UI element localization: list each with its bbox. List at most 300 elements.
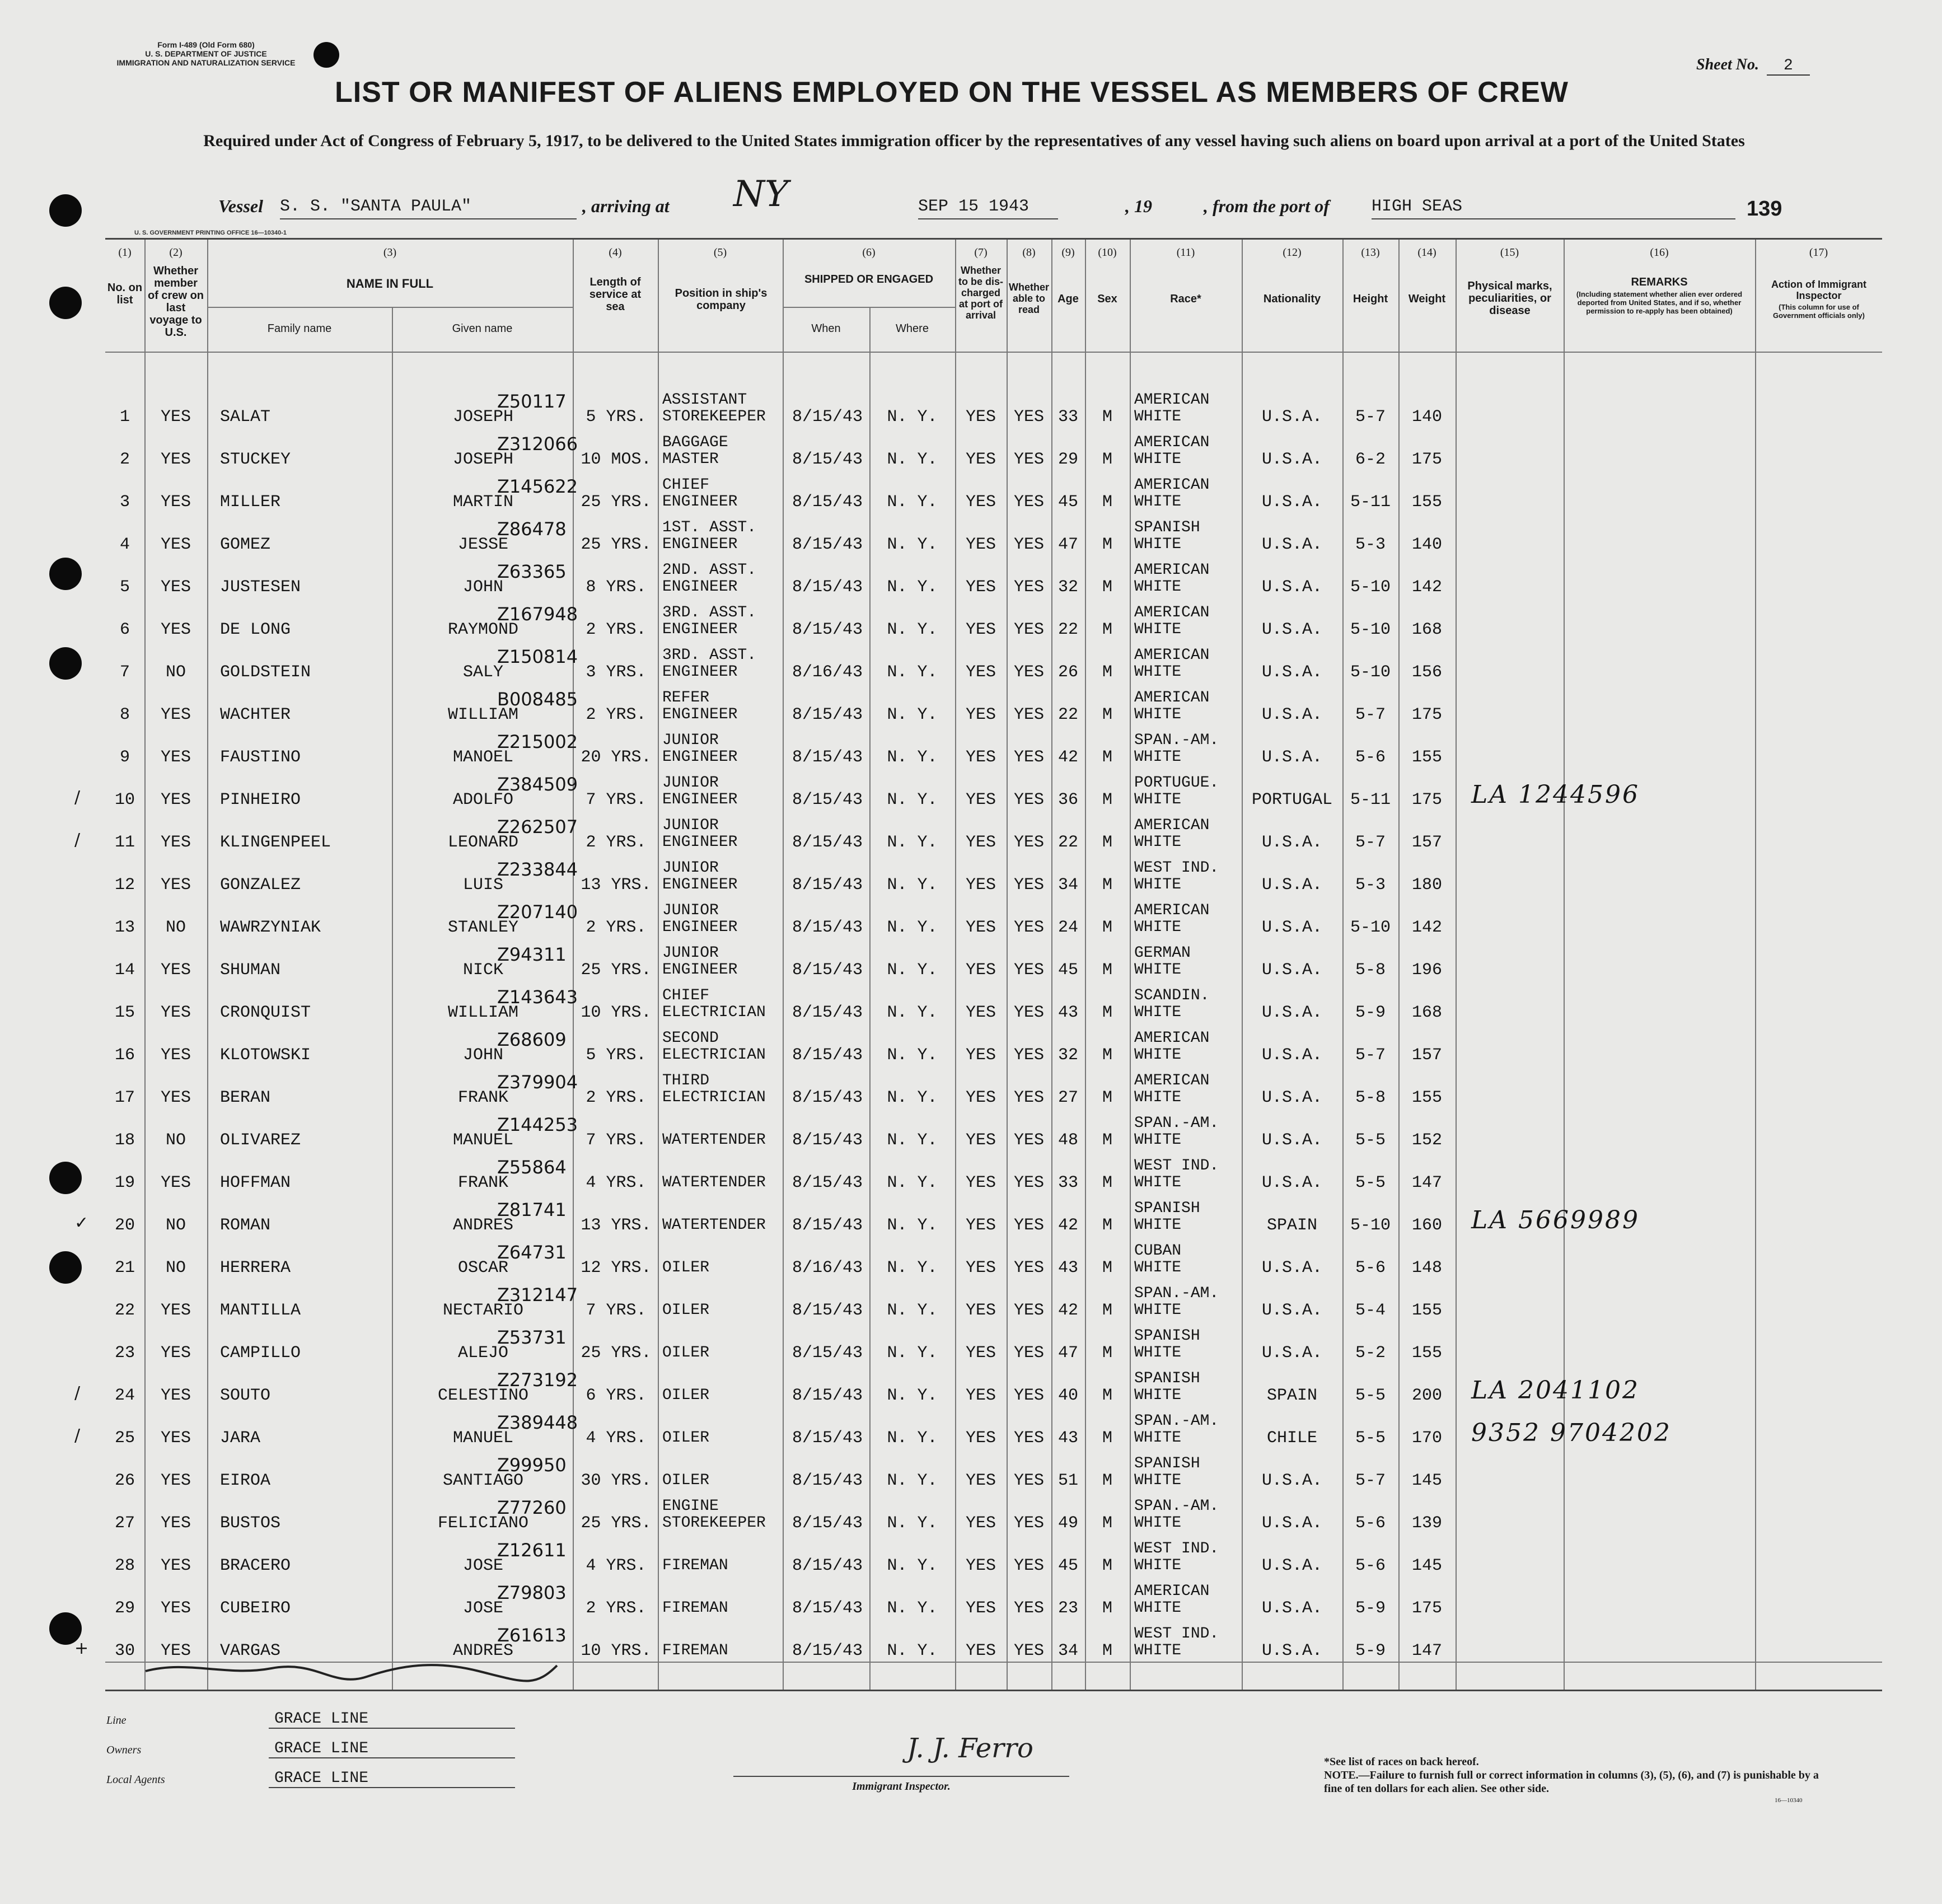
cell-when: 8/15/43 — [792, 408, 863, 427]
cell-weight: 155 — [1411, 493, 1442, 512]
cell-disch: YES — [965, 1514, 996, 1533]
cell-member: YES — [160, 535, 191, 554]
cell-where: N. Y. — [887, 1046, 938, 1065]
agents-label: Local Agents — [106, 1774, 165, 1786]
cell-family: OLIVAREZ — [220, 1131, 301, 1150]
cell-position-line1: JUNIOR — [662, 859, 719, 877]
margin-check-mark: ✓ — [74, 1213, 89, 1233]
cell-position-line2: ENGINEER — [662, 961, 738, 979]
cell-position-line2: WATERTENDER — [662, 1217, 766, 1234]
cell-when: 8/15/43 — [792, 1216, 863, 1235]
header-family-name: Family name — [267, 322, 332, 335]
cell-read: YES — [1013, 1259, 1044, 1278]
cell-nat: U.S.A. — [1261, 876, 1323, 895]
cell-weight: 168 — [1411, 1003, 1442, 1022]
sheet-number — [1696, 56, 1810, 74]
cell-member: NO — [165, 1131, 186, 1150]
cell-height: 5-6 — [1355, 1556, 1386, 1575]
cell-race-line2: WHITE — [1134, 1089, 1182, 1106]
cell-when: 8/15/43 — [792, 620, 863, 639]
cell-disch: YES — [965, 663, 996, 682]
cell-when: 8/15/43 — [792, 1429, 863, 1448]
cell-position-line2: FIREMAN — [662, 1557, 728, 1574]
cell-when: 8/15/43 — [792, 1471, 863, 1490]
cell-disch: YES — [965, 535, 996, 554]
cell-member: YES — [160, 408, 191, 427]
cell-where: N. Y. — [887, 961, 938, 980]
cell-height: 5-7 — [1355, 1046, 1386, 1065]
cell-z-number: Z86478 — [497, 518, 567, 540]
cell-nat: U.S.A. — [1261, 1344, 1323, 1363]
cell-service: 12 YRS. — [581, 1259, 652, 1278]
cell-race-line1: AMERICAN — [1134, 1072, 1210, 1089]
cell-position-line2: ENGINEER — [662, 748, 738, 766]
column-number: (15) — [1500, 246, 1519, 259]
cell-race-line1: WEST IND. — [1134, 1540, 1219, 1557]
cell-where: N. Y. — [887, 450, 938, 469]
cell-service: 2 YRS. — [586, 620, 647, 639]
cell-weight: 196 — [1411, 961, 1442, 980]
cell-family: JUSTESEN — [220, 578, 301, 597]
cell-where: N. Y. — [887, 408, 938, 427]
cell-z-number: Z53731 — [497, 1327, 567, 1348]
cell-no: 17 — [114, 1088, 135, 1107]
cell-given: FRANK — [457, 1173, 508, 1192]
cell-given: JOSE — [462, 1556, 503, 1575]
cell-when: 8/15/43 — [792, 1003, 863, 1022]
cell-family: BERAN — [220, 1088, 271, 1107]
cell-read: YES — [1013, 1173, 1044, 1192]
page-subtitle: Required under Act of Congress of February 5, 1917, to be delivered to the United States immigration officer by the representatives of any vessel having such aliens on board upon arrival at a port of the United States — [203, 132, 1745, 150]
cell-family: KLOTOWSKI — [220, 1046, 311, 1065]
cell-no: 15 — [114, 1003, 135, 1022]
cell-height: 5-10 — [1350, 578, 1391, 597]
cell-when: 8/15/43 — [792, 705, 863, 724]
column-number: (9) — [1061, 246, 1075, 259]
vessel-line — [218, 174, 1842, 224]
cell-age: 45 — [1057, 1556, 1078, 1575]
cell-race-line1: AMERICAN — [1134, 1583, 1210, 1600]
cell-disch: YES — [965, 493, 996, 512]
signature-line — [733, 1776, 1069, 1777]
cell-sex: M — [1102, 833, 1112, 852]
vessel-name: S. S. "SANTA PAULA" — [280, 197, 577, 219]
cell-where: N. Y. — [887, 918, 938, 937]
cell-age: 43 — [1057, 1429, 1078, 1448]
margin-check-mark: / — [74, 830, 81, 850]
cell-height: 5-3 — [1355, 876, 1386, 895]
cell-height: 5-6 — [1355, 1514, 1386, 1533]
cell-disch: YES — [965, 1386, 996, 1405]
cell-family: GONZALEZ — [220, 876, 301, 895]
cell-height: 5-10 — [1350, 1216, 1391, 1235]
cell-given: MANOEL — [452, 748, 514, 767]
cell-nat: CHILE — [1266, 1429, 1317, 1448]
punch-hole — [49, 1251, 82, 1284]
cell-service: 5 YRS. — [586, 1046, 647, 1065]
cell-no: 27 — [114, 1514, 135, 1533]
cell-race-line2: WHITE — [1134, 536, 1182, 553]
cell-weight: 155 — [1411, 1344, 1442, 1363]
cell-sex: M — [1102, 748, 1112, 767]
cell-remarks: 9352 9704202 — [1471, 1419, 1672, 1447]
cell-disch: YES — [965, 1088, 996, 1107]
cell-service: 25 YRS. — [581, 493, 652, 512]
cell-no: 10 — [114, 790, 135, 810]
department: U. S. DEPARTMENT OF JUSTICE — [145, 49, 267, 58]
cell-family: JARA — [220, 1429, 261, 1448]
cell-position-line2: ENGINEER — [662, 876, 738, 893]
cell-no: 16 — [114, 1046, 135, 1065]
cell-read: YES — [1013, 578, 1044, 597]
cell-nat: U.S.A. — [1261, 1259, 1323, 1278]
cell-when: 8/15/43 — [792, 833, 863, 852]
from-label: , from the port of — [1204, 196, 1330, 216]
header-action-note: (This column for use of Government officials only) — [1773, 303, 1865, 320]
cell-given: WILLIAM — [447, 1003, 519, 1022]
cell-position-line2: OILER — [662, 1259, 710, 1276]
cell-no: 23 — [114, 1344, 135, 1363]
cell-position-line2: OILER — [662, 1472, 710, 1489]
cell-service: 4 YRS. — [586, 1556, 647, 1575]
cell-weight: 180 — [1411, 876, 1442, 895]
cell-given: LEONARD — [447, 833, 519, 852]
column-number: (12) — [1283, 246, 1302, 259]
margin-check-mark: / — [74, 1426, 81, 1445]
cell-read: YES — [1013, 705, 1044, 724]
cell-given: NICK — [462, 961, 503, 980]
cell-race-line1: SPAN.-AM. — [1134, 1498, 1219, 1515]
cell-nat: U.S.A. — [1261, 578, 1323, 597]
cell-race-line2: WHITE — [1134, 1217, 1182, 1234]
cell-weight: 155 — [1411, 1088, 1442, 1107]
cell-weight: 157 — [1411, 1046, 1442, 1065]
column-number: (2) — [169, 246, 182, 259]
cell-height: 6-2 — [1355, 450, 1386, 469]
cell-z-number: Z379904 — [497, 1072, 578, 1093]
cell-sex: M — [1102, 1514, 1112, 1533]
cell-disch: YES — [965, 1556, 996, 1575]
cell-race-line1: SPANISH — [1134, 1327, 1200, 1345]
header-age: Age — [1057, 293, 1079, 305]
cell-weight: 142 — [1411, 918, 1442, 937]
cell-family: STUCKEY — [220, 450, 291, 469]
cell-disch: YES — [965, 705, 996, 724]
cell-race-line2: WHITE — [1134, 1387, 1182, 1404]
cell-age: 49 — [1057, 1514, 1078, 1533]
cell-race-line2: WHITE — [1134, 791, 1182, 808]
cell-when: 8/15/43 — [792, 1046, 863, 1065]
inspector-signature: J. J. Ferro — [907, 1733, 1033, 1764]
cell-member: YES — [160, 790, 191, 810]
column-number: (13) — [1361, 246, 1380, 259]
cell-read: YES — [1013, 961, 1044, 980]
cell-family: VARGAS — [220, 1641, 281, 1660]
cell-read: YES — [1013, 748, 1044, 767]
cell-position-line1: JUNIOR — [662, 774, 719, 792]
cell-remarks: LA 2041102 — [1471, 1376, 1640, 1405]
cell-read: YES — [1013, 876, 1044, 895]
cell-service: 30 YRS. — [581, 1471, 652, 1490]
cell-service: 10 YRS. — [581, 1641, 652, 1660]
cell-family: ROMAN — [220, 1216, 271, 1235]
cell-family: BUSTOS — [220, 1514, 281, 1533]
cell-race-line2: WHITE — [1134, 748, 1182, 766]
cell-given: ADOLFO — [452, 790, 514, 810]
cell-given: MANUEL — [452, 1131, 514, 1150]
cell-position-line1: REFER — [662, 689, 710, 707]
cell-race-line2: WHITE — [1134, 1131, 1182, 1149]
cell-where: N. Y. — [887, 833, 938, 852]
header-position: Position in ship's company — [675, 287, 768, 312]
cell-given: MARTIN — [452, 493, 514, 512]
cell-weight: 139 — [1411, 1514, 1442, 1533]
sheet-number-label: Sheet No. — [1696, 56, 1759, 73]
column-number: (3) — [383, 246, 397, 259]
cell-family: SHUMAN — [220, 961, 281, 980]
cell-age: 40 — [1057, 1386, 1078, 1405]
cell-where: N. Y. — [887, 1259, 938, 1278]
form-identifier — [105, 40, 307, 67]
closing-scribble — [143, 1654, 568, 1694]
cell-sex: M — [1102, 1344, 1112, 1363]
arriving-label: , arriving at — [582, 196, 670, 216]
cell-when: 8/16/43 — [792, 1259, 863, 1278]
cell-where: N. Y. — [887, 1301, 938, 1320]
column-number: (10) — [1098, 246, 1117, 259]
cell-position-line2: STOREKEEPER — [662, 408, 766, 425]
cell-member: YES — [160, 1429, 191, 1448]
cell-service: 2 YRS. — [586, 1088, 647, 1107]
inspector-label: Immigrant Inspector. — [852, 1780, 951, 1793]
column-number: (14) — [1417, 246, 1436, 259]
cell-where: N. Y. — [887, 663, 938, 682]
cell-age: 33 — [1057, 408, 1078, 427]
cell-no: 28 — [114, 1556, 135, 1575]
cell-service: 5 YRS. — [586, 408, 647, 427]
cell-nat: U.S.A. — [1261, 1641, 1323, 1660]
page-number: 139 — [1747, 197, 1782, 221]
cell-when: 8/15/43 — [792, 918, 863, 937]
cell-family: CAMPILLO — [220, 1344, 301, 1363]
punch-hole — [49, 558, 82, 590]
cell-race-line2: WHITE — [1134, 1344, 1182, 1362]
cell-position-line2: ENGINEER — [662, 578, 738, 596]
cell-given: CELESTINO — [437, 1386, 529, 1405]
cell-race-line2: WHITE — [1134, 1557, 1182, 1574]
cell-race-line1: GERMAN — [1134, 944, 1191, 962]
cell-sex: M — [1102, 790, 1112, 810]
cell-when: 8/15/43 — [792, 1131, 863, 1150]
cell-age: 22 — [1057, 620, 1078, 639]
cell-race-line2: WHITE — [1134, 1302, 1182, 1319]
cell-disch: YES — [965, 1471, 996, 1490]
cell-race-line1: WEST IND. — [1134, 1157, 1219, 1175]
cell-age: 34 — [1057, 876, 1078, 895]
cell-read: YES — [1013, 1556, 1044, 1575]
cell-height: 5-2 — [1355, 1344, 1386, 1363]
cell-family: MANTILLA — [220, 1301, 301, 1320]
header-where: Where — [896, 322, 929, 335]
cell-sex: M — [1102, 1301, 1112, 1320]
cell-service: 7 YRS. — [586, 1301, 647, 1320]
cell-z-number: Z215002 — [497, 731, 578, 752]
cell-when: 8/15/43 — [792, 1641, 863, 1660]
cell-nat: U.S.A. — [1261, 535, 1323, 554]
cell-member: YES — [160, 1641, 191, 1660]
cell-nat: U.S.A. — [1261, 1173, 1323, 1192]
cell-service: 2 YRS. — [586, 833, 647, 852]
cell-weight: 145 — [1411, 1471, 1442, 1490]
cell-race-line2: WHITE — [1134, 1429, 1182, 1447]
cell-given: JOSEPH — [452, 408, 514, 427]
cell-nat: U.S.A. — [1261, 663, 1323, 682]
from-port: HIGH SEAS — [1372, 197, 1735, 219]
margin-check-mark: + — [74, 1639, 89, 1658]
cell-race-line1: SPANISH — [1134, 1455, 1200, 1472]
header-remarks-note: (Including statement whether alien ever ordered deported from United States, and if so, whether permission to re-apply has been obtained) — [1576, 290, 1743, 315]
cell-weight: 140 — [1411, 535, 1442, 554]
cell-sex: M — [1102, 535, 1112, 554]
cell-height: 5-9 — [1355, 1599, 1386, 1618]
cell-race-line2: WHITE — [1134, 1472, 1182, 1489]
cell-sex: M — [1102, 1386, 1112, 1405]
cell-given: FRANK — [457, 1088, 508, 1107]
cell-service: 3 YRS. — [586, 663, 647, 682]
cell-weight: 157 — [1411, 833, 1442, 852]
cell-race-line1: AMERICAN — [1134, 647, 1210, 664]
cell-nat: U.S.A. — [1261, 1003, 1323, 1022]
cell-nat: U.S.A. — [1261, 1599, 1323, 1618]
cell-race-line2: WHITE — [1134, 1642, 1182, 1659]
cell-race-line2: WHITE — [1134, 919, 1182, 936]
cell-where: N. Y. — [887, 493, 938, 512]
cell-height: 5-4 — [1355, 1301, 1386, 1320]
cell-given: NECTARIO — [442, 1301, 524, 1320]
agents-value: GRACE LINE — [269, 1770, 515, 1788]
cell-where: N. Y. — [887, 876, 938, 895]
cell-member: YES — [160, 1003, 191, 1022]
owners-value: GRACE LINE — [269, 1740, 515, 1758]
cell-age: 42 — [1057, 1216, 1078, 1235]
cell-weight: 140 — [1411, 408, 1442, 427]
cell-member: NO — [165, 1216, 186, 1235]
cell-age: 36 — [1057, 790, 1078, 810]
cell-z-number: Z77260 — [497, 1497, 567, 1518]
cell-family: HOFFMAN — [220, 1173, 291, 1192]
cell-when: 8/15/43 — [792, 748, 863, 767]
column-number: (16) — [1650, 246, 1669, 259]
form-number: Form I-489 (Old Form 680) — [157, 40, 255, 49]
cell-nat: U.S.A. — [1261, 833, 1323, 852]
header-given-name: Given name — [452, 322, 513, 335]
cell-nat: U.S.A. — [1261, 748, 1323, 767]
cell-height: 5-7 — [1355, 705, 1386, 724]
header-member-last-voyage: Whether member of crew on last voyage to U.S. — [148, 265, 204, 339]
punch-hole — [49, 194, 82, 227]
cell-race-line2: WHITE — [1134, 663, 1182, 681]
cell-family: GOLDSTEIN — [220, 663, 311, 682]
cell-disch: YES — [965, 1259, 996, 1278]
cell-age: 43 — [1057, 1003, 1078, 1022]
cell-no: 3 — [119, 493, 130, 512]
cell-service: 25 YRS. — [581, 1514, 652, 1533]
cell-z-number: Z312147 — [497, 1284, 578, 1306]
margin-check-mark: / — [74, 788, 81, 807]
header-name-in-full: NAME IN FULL — [346, 277, 434, 291]
cell-height: 5-8 — [1355, 1088, 1386, 1107]
cell-age: 48 — [1057, 1131, 1078, 1150]
cell-family: FAUSTINO — [220, 748, 301, 767]
cell-weight: 142 — [1411, 578, 1442, 597]
cell-no: 2 — [119, 450, 130, 469]
cell-sex: M — [1102, 450, 1112, 469]
cell-race-line2: WHITE — [1134, 1004, 1182, 1021]
column-number: (7) — [974, 246, 988, 259]
cell-race-line2: WHITE — [1134, 493, 1182, 511]
year-label: , 19 — [1125, 196, 1152, 216]
cell-weight: 170 — [1411, 1429, 1442, 1448]
cell-given: RAYMOND — [447, 620, 519, 639]
cell-position-line1: ENGINE — [662, 1498, 719, 1515]
cell-z-number: Z389448 — [497, 1412, 578, 1433]
cell-no: 5 — [119, 578, 130, 597]
cell-race-line1: AMERICAN — [1134, 1030, 1210, 1047]
header-race: Race* — [1170, 293, 1201, 305]
cell-no: 1 — [119, 408, 130, 427]
cell-height: 5-6 — [1355, 748, 1386, 767]
cell-no: 9 — [119, 748, 130, 767]
cell-where: N. Y. — [887, 1173, 938, 1192]
cell-remarks: LA 1244596 — [1471, 780, 1640, 809]
cell-family: CUBEIRO — [220, 1599, 291, 1618]
header-able-to-read: Whether able to read — [1009, 282, 1049, 315]
cell-where: N. Y. — [887, 1131, 938, 1150]
cell-read: YES — [1013, 450, 1044, 469]
cell-member: YES — [160, 833, 191, 852]
cell-service: 7 YRS. — [586, 790, 647, 810]
cell-sex: M — [1102, 578, 1112, 597]
cell-race-line1: AMERICAN — [1134, 817, 1210, 834]
cell-read: YES — [1013, 1301, 1044, 1320]
cell-nat: U.S.A. — [1261, 1556, 1323, 1575]
cell-age: 22 — [1057, 833, 1078, 852]
header-action-inspector: Action of Immigrant Inspector — [1771, 279, 1866, 301]
cell-weight: 152 — [1411, 1131, 1442, 1150]
cell-read: YES — [1013, 1131, 1044, 1150]
cell-race-line2: WHITE — [1134, 706, 1182, 723]
cell-where: N. Y. — [887, 535, 938, 554]
cell-z-number: Z81741 — [497, 1199, 567, 1220]
cell-weight: 145 — [1411, 1556, 1442, 1575]
cell-given: SANTIAGO — [442, 1471, 524, 1490]
cell-z-number: Z99950 — [497, 1454, 567, 1476]
cell-nat: U.S.A. — [1261, 1131, 1323, 1150]
cell-height: 5-9 — [1355, 1641, 1386, 1660]
cell-position-line2: MASTER — [662, 451, 719, 468]
cell-nat: U.S.A. — [1261, 918, 1323, 937]
header-remarks: REMARKS — [1631, 276, 1688, 288]
cell-when: 8/15/43 — [792, 535, 863, 554]
cell-position-line1: 3RD. ASST. — [662, 604, 757, 621]
cell-disch: YES — [965, 1046, 996, 1065]
cell-z-number: Z12611 — [497, 1540, 567, 1561]
cell-member: YES — [160, 1599, 191, 1618]
cell-read: YES — [1013, 493, 1044, 512]
cell-race-line2: WHITE — [1134, 1046, 1182, 1064]
cell-service: 8 YRS. — [586, 578, 647, 597]
line-value: GRACE LINE — [269, 1710, 515, 1729]
